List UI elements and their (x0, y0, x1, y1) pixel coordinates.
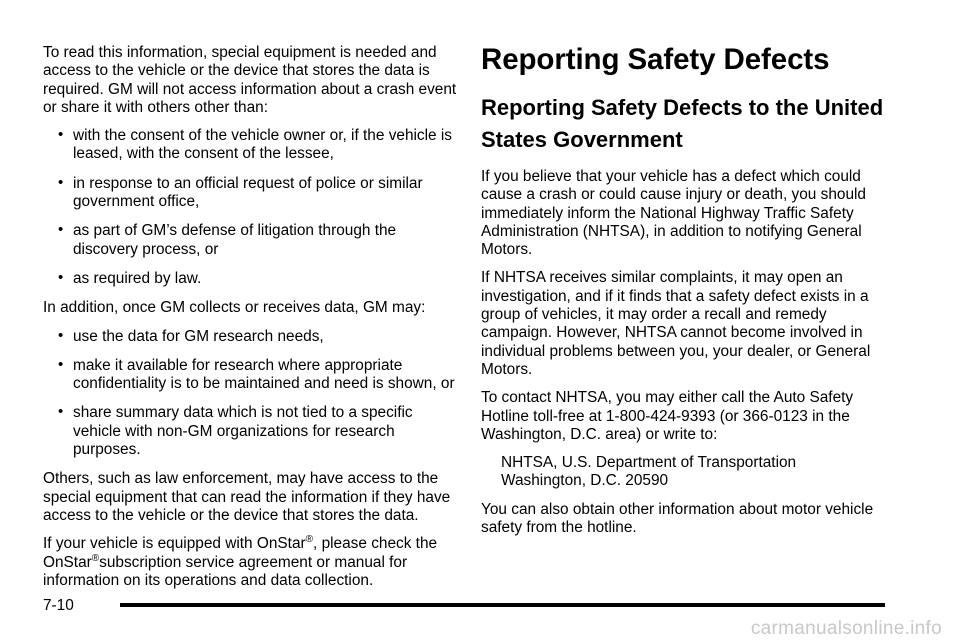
list-item: • in response to an official request of police or similar government office, (43, 175, 461, 212)
investigation-paragraph: If NHTSA receives similar complaints, it may open an investigation, and if it finds that a safety defect exists in a group of vehicles, it may order a recall and remedy campaign. However, NHTSA cannot become involved in individual problems between you, your dealer, or General Motors. (481, 269, 871, 378)
registered-mark: ® (305, 534, 314, 546)
list-item: • as required by law. (43, 270, 461, 288)
right-column (481, 42, 901, 547)
list-item: • use the data for GM research needs, (43, 328, 461, 346)
data-use-list (43, 328, 461, 460)
data-use-paragraph: In addition, once GM collects or receives data, GM may: (43, 299, 426, 317)
list-item: • share summary data which is not tied to a specific vehicle with non-GM organizations for research purposes. (43, 404, 461, 459)
defect-paragraph: If you believe that your vehicle has a defect which could cause a crash or could cause injury or death, you should immediately inform the National Highway Traffic Safety Administration (NHTSA), in addition to notifying General Motors. (481, 168, 866, 259)
contact-paragraph: To contact NHTSA, you may either call the Auto Safety Hotline toll-free at 1-800-424-9393 (or 366-0123 in the Washington, D.C. area) or write to: (481, 389, 854, 443)
intro-paragraph: To read this information, special equipment is needed and access to the vehicle or the device that stores the data is required. GM will not access information about a crash event or share it with others other than: (43, 44, 457, 116)
hotline-paragraph: You can also obtain other information about motor vehicle safety from the hotline. (481, 500, 874, 537)
registered-mark: ® (91, 552, 100, 564)
left-column (43, 44, 461, 600)
onstar-text-a: If your vehicle is equipped with OnStar (43, 535, 306, 553)
onstar-text-c: subscription service agreement or manual for information on its operations and data collection. (43, 553, 408, 589)
mailing-address (481, 454, 901, 491)
subsection-title: Reporting Safety Defects to the United States Government (481, 95, 884, 152)
section-title: Reporting Safety Defects (481, 43, 830, 76)
onstar-paragraph (43, 535, 461, 590)
onstar-text-b: , please check the OnStar (43, 535, 438, 571)
footer-divider (120, 603, 885, 607)
list-item: • with the consent of the vehicle owner or, if the vehicle is leased, with the consent of the lessee, (43, 127, 461, 164)
address-line: Washington, D.C. 20590 (501, 472, 669, 490)
watermark: carmanualsonline.info (750, 618, 942, 639)
law-enforcement-paragraph: Others, such as law enforcement, may have access to the special equipment that can read the information if they have access to the vehicle or the device that stores the data. (43, 470, 451, 524)
address-line: NHTSA, U.S. Department of Transportation (501, 454, 797, 472)
page-number: 7-10 (43, 597, 74, 614)
disclosure-list (43, 127, 461, 288)
list-item: • make it available for research where appropriate confidentiality is to be maintained and need is shown, or (43, 357, 461, 394)
list-item: • as part of GM’s defense of litigation through the discovery process, or (43, 222, 461, 259)
